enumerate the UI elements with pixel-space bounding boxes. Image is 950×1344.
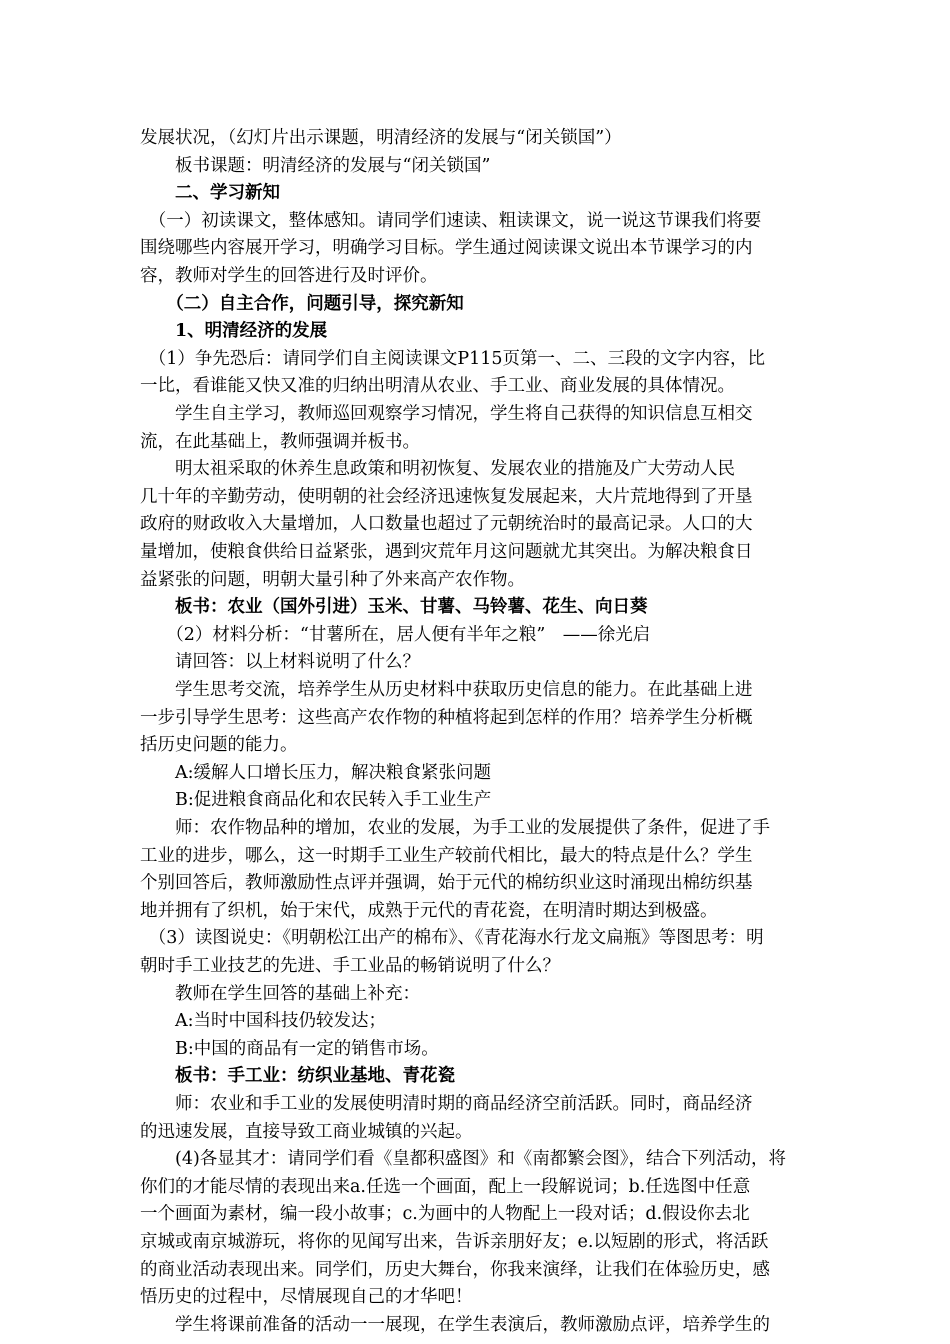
text-line: （1）争先恐后：请同学们自主阅读课文P115页第一、二、三段的文字内容，比 (140, 348, 766, 369)
text-line: 政府的财政收入大量增加，人口数量也超过了元朝统治时的最高记录。人口的大 (140, 514, 753, 535)
text-line: 流，在此基础上，教师强调并板书。 (140, 431, 420, 452)
text-line: 请回答：以上材料说明了什么？ (140, 652, 420, 673)
text-line: 量增加，使粮食供给日益紧张，遇到灾荒年月这问题就尤其突出。为解决粮食日 (140, 542, 753, 562)
text-line: （3）读图说史：《明朝松江出产的棉布》、《青花海水行龙文扁瓶》等图思考：明 (140, 928, 764, 949)
section-heading: （二）自主合作，问题引导，探究新知 (140, 293, 464, 314)
text-line: A:当时中国科技仍较发达； (140, 1011, 387, 1032)
text-line: 容，教师对学生的回答进行及时评价。 (140, 266, 438, 286)
section-heading: 二、学习新知 (140, 183, 280, 204)
text-line: B:促进粮食商品化和农民转入手工业生产 (140, 790, 492, 811)
section-heading: 1、明清经济的发展 (140, 321, 328, 342)
text-line: 师：农作物品种的增加，农业的发展，为手工业的发展提供了条件，促进了手 (140, 818, 770, 838)
text-line: 悟历史的过程中，尽情展现自己的才华吧！ (140, 1287, 473, 1308)
text-line: 益紧张的问题，明朝大量引种了外来高产农作物。 (140, 569, 525, 590)
text-line: 朝时手工业技艺的先进、手工业品的畅销说明了什么？ (140, 956, 560, 976)
text-line: 地并拥有了织机，始于宋代，成熟于元代的青花瓷，在明清时期达到极盛。 (140, 900, 718, 921)
text-line: 发展状况，（幻灯片出示课题，明清经济的发展与“闭关锁国”） (140, 128, 622, 148)
board-note: 板书：手工业：纺织业基地、青花瓷 (140, 1066, 455, 1087)
text-line: 学生将课前准备的活动一一展现，在学生表演后，教师激励点评，培养学生的 (140, 1314, 770, 1335)
text-line: (4)各显其才：请同学们看《皇都积盛图》和《南都繁会图》，结合下列活动，将 (140, 1149, 787, 1170)
text-line: 京城或南京城游玩，将你的见闻写出来，告诉亲朋好友；e.以短剧的形式，将活跃 (140, 1232, 769, 1252)
board-note: 板书：农业（国外引进）玉米、甘薯、马铃薯、花生、向日葵 (140, 597, 648, 618)
text-line: 括历史问题的能力。 (140, 735, 298, 756)
text-line: 一比，看谁能又快又准的归纳出明清从农业、手工业、商业发展的具体情况。 (140, 376, 735, 397)
text-line: 的迅速发展，直接导致工商业城镇的兴起。 (140, 1121, 473, 1142)
text-line: 师：农业和手工业的发展使明清时期的商品经济空前活跃。同时，商品经济 (140, 1094, 753, 1114)
text-line: 教师在学生回答的基础上补充： (140, 983, 420, 1004)
text-line: 一个画面为素材，编一段小故事；c.为画中的人物配上一段对话；d.假设你去北 (140, 1204, 750, 1225)
text-line: 个别回答后，教师激励性点评并强调，始于元代的棉纺织业这时涌现出棉纺织基 (140, 873, 753, 894)
text-line: B:中国的商品有一定的销售市场。 (140, 1038, 439, 1059)
text-line: 工业的进步，哪么，这一时期手工业生产较前代相比，最大的特点是什么？学生 (140, 845, 753, 866)
text-line: 板书课题：明清经济的发展与“闭关锁国” (140, 155, 491, 176)
text-line: 一步引导学生思考：这些高产农作物的种植将起到怎样的作用？培养学生分析概 (140, 707, 753, 728)
text-line: （2）材料分析：“甘薯所在，居人便有半年之粮” ——徐光启 (140, 624, 651, 645)
text-line: 围绕哪些内容展开学习，明确学习目标。学生通过阅读课文说出本节课学习的内 (140, 238, 753, 259)
text-line: A:缓解人口增长压力，解决粮食紧张问题 (140, 762, 492, 783)
text-line: 学生思考交流，培养学生从历史材料中获取历史信息的能力。在此基础上进 (140, 680, 753, 700)
text-line: 几十年的辛勤劳动，使明朝的社会经济迅速恢复发展起来，大片荒地得到了开垦 (140, 486, 753, 507)
text-line: 学生自主学习，教师巡回观察学习情况，学生将自己获得的知识信息互相交 (140, 404, 753, 424)
text-line: 的商业活动表现出来。同学们，历史大舞台，你我来演绎，让我们在体验历史，感 (140, 1259, 770, 1280)
text-line: （一）初读课文，整体感知。请同学们速读、粗读课文，说一说这节课我们将要 (140, 210, 762, 231)
text-line: 明太祖采取的休养生息政策和明初恢复、发展农业的措施及广大劳动人民 (140, 459, 735, 480)
text-line: 你们的才能尽情的表现出来a.任选一个画面，配上一段解说词；b.任选图中任意 (140, 1176, 751, 1197)
